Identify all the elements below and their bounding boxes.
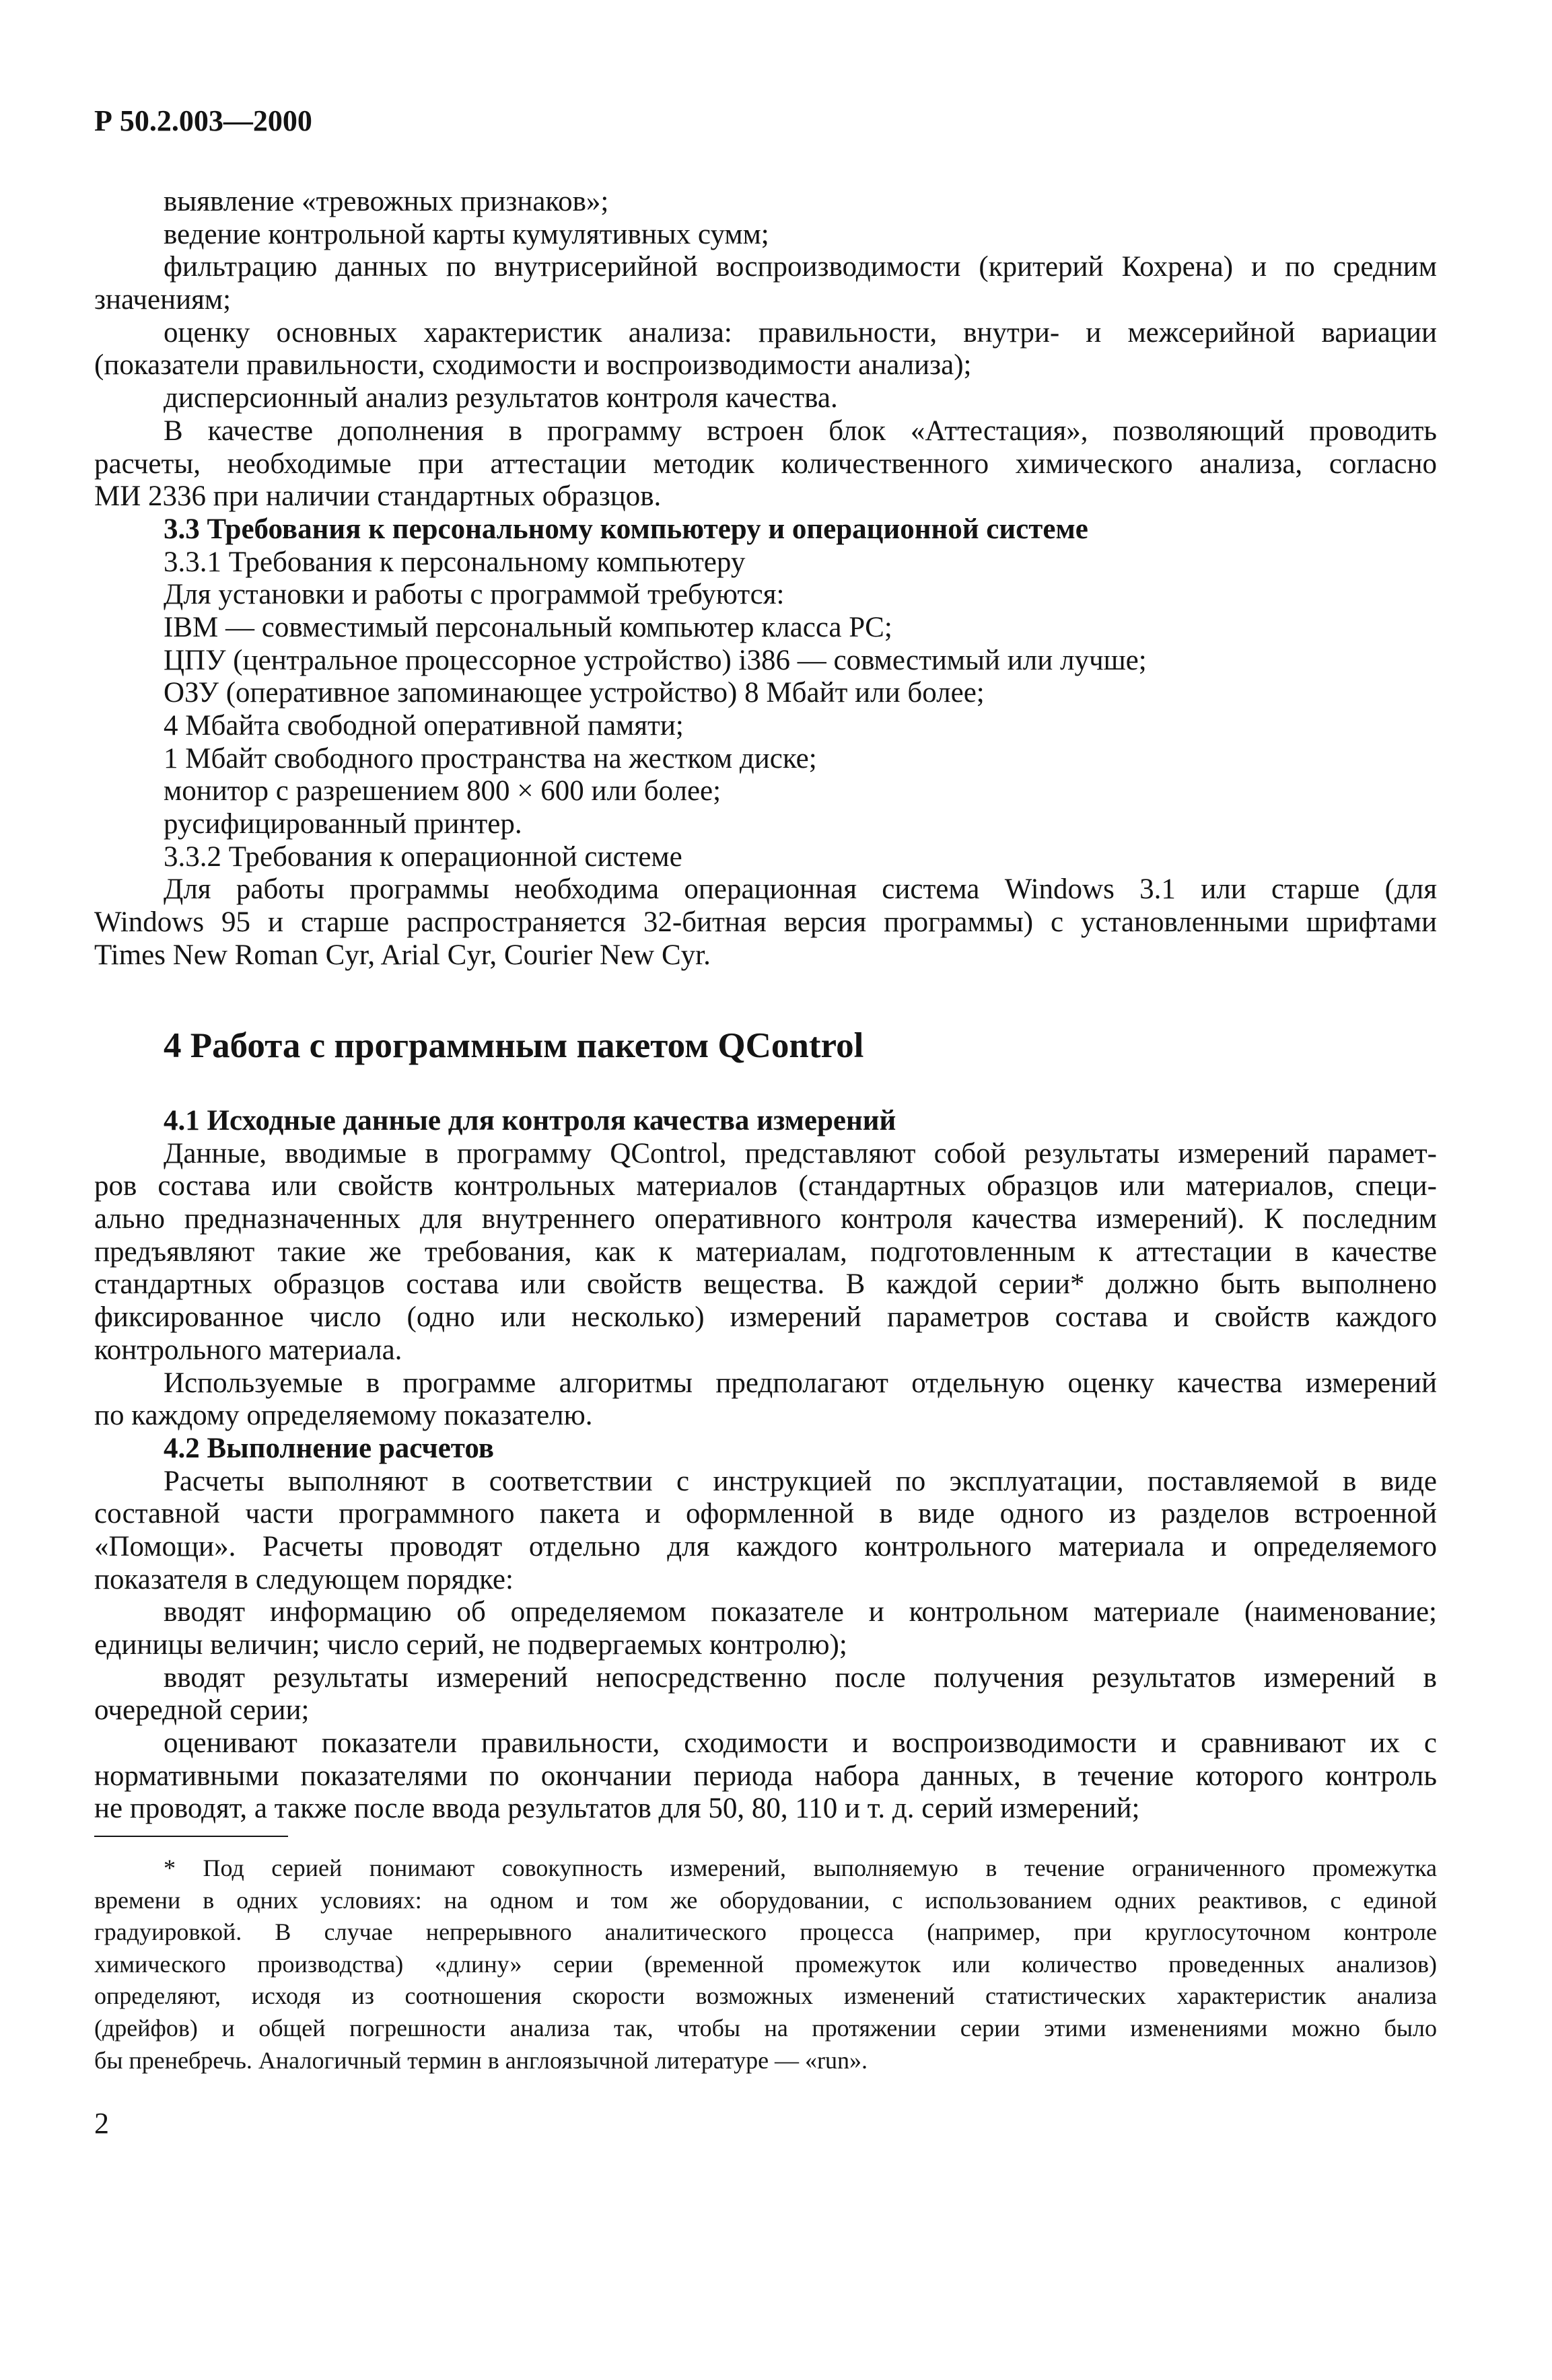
list-item-line: очередной серии;: [94, 1694, 310, 1727]
body-line: Расчеты выполняют в соответствии с инструкцией по эксплуатации, поставляемой в виде: [164, 1465, 1437, 1497]
body-line: МИ 2336 при наличии стандартных образцов.: [94, 480, 662, 513]
footnote: [94, 1852, 1437, 2077]
list-item-line: значениям;: [94, 284, 232, 316]
footnote-line: времени в одних условиях: на одном и том же оборудовании, с использованием одних реактивов, с единой: [94, 1886, 1437, 1914]
requirement-item: монитор с разрешением 800 × 600 или более;: [164, 775, 721, 807]
list-item-line: единицы величин; число серий, не подвергаемых контролю);: [94, 1629, 847, 1661]
clause-heading-3-3-2: 3.3.2 Требования к операционной системе: [164, 840, 682, 873]
body-line: предъявляют такие же требования, как к материалам, подготовленным к аттестации в качестве: [94, 1235, 1437, 1268]
subsection-heading: [94, 513, 1437, 546]
paragraph: [94, 317, 1437, 382]
requirement-item: ОЗУ (оперативное запоминающее устройство) 8 Мбайт или более;: [164, 677, 985, 709]
body-line: Данные, вводимые в программу QControl, представляют собой результаты измерений парамет-: [164, 1137, 1437, 1169]
clause-heading-3-3-1: 3.3.1 Требования к персональному компьютеру: [164, 546, 746, 578]
body-line: В качестве дополнения в программу встроен блок «Аттестация», позволяющий проводить: [164, 414, 1437, 447]
subsection-heading-4-2: 4.2 Выполнение расчетов: [164, 1432, 495, 1464]
paragraph: [94, 612, 1437, 645]
footnote-line: градуировкой. В случае непрерывного аналитического процесса (например, при круглосуточном контроле: [94, 1918, 1437, 1946]
body-line: фиксированное число (одно или несколько) измерений параметров состава и свойств каждого: [94, 1301, 1437, 1334]
section-4-body: [94, 1105, 1437, 1826]
requirement-item: ЦПУ (центральное процессорное устройство) i386 — совместимый или лучше;: [164, 644, 1147, 676]
body-line: Для работы программы необходима операционная система Windows 3.1 или старше (для: [164, 873, 1437, 906]
list-item-line: вводят результаты измерений непосредственно после получения результатов измерений в: [164, 1661, 1437, 1694]
requirement-item: 4 Мбайта свободной оперативной памяти;: [164, 710, 684, 742]
list-item-line: вводят информацию об определяемом показателе и контрольном материале (наименование;: [164, 1596, 1437, 1628]
body-line: показателя в следующем порядке:: [94, 1563, 514, 1595]
document-number: Р 50.2.003—2000: [94, 104, 312, 137]
paragraph: [94, 546, 1437, 579]
page-number: 2: [94, 2107, 109, 2140]
paragraph: [94, 382, 1437, 415]
paragraph: [94, 415, 1437, 513]
requirement-item: IBM — совместимый персональный компьютер класса PC;: [164, 611, 892, 643]
paragraph: [94, 1596, 1437, 1661]
body-line: ров состава или свойств контрольных материалов (стандартных образцов или материалов, специ-: [94, 1170, 1437, 1202]
list-item-line: нормативными показателями по окончании периода набора данных, в течение которого контроль: [94, 1760, 1437, 1792]
subsection-heading: [94, 1105, 1437, 1138]
paragraph: [94, 1466, 1437, 1597]
list-item-line: выявление «тревожных признаков»;: [164, 186, 609, 217]
footnote-line: * Под серией понимают совокупность измерений, выполняемую в течение ограниченного промежутка: [164, 1854, 1437, 1881]
paragraph: [94, 710, 1437, 743]
body-line: расчеты, необходимые при аттестации методик количественного химического анализа, согласно: [94, 447, 1437, 480]
body-line: Используемые в программе алгоритмы предполагают отдельную оценку качества измерений: [164, 1367, 1437, 1399]
section-3-continuation: [94, 186, 1437, 972]
requirement-item: 1 Мбайт свободного пространства на жестком диске;: [164, 742, 817, 774]
paragraph: [94, 841, 1437, 874]
paragraph: [94, 1138, 1437, 1367]
paragraph: [94, 1367, 1437, 1433]
paragraph: [94, 1662, 1437, 1727]
body-line: контрольного материала.: [94, 1334, 402, 1366]
body-line: Windows 95 и старше распространяется 32-битная версия программы) с установленными шрифтами: [94, 906, 1437, 939]
footnote-line: определяют, исходя из соотношения скорости возможных изменений статистических характеристик анализа: [94, 1982, 1437, 2010]
paragraph: [94, 186, 1437, 219]
section-title: 4 Работа с программным пакетом QControl: [164, 1026, 864, 1065]
list-item-line: фильтрацию данных по внутрисерийной воспроизводимости (критерий Кохрена) и по средним: [164, 251, 1437, 283]
list-item-line: (показатели правильности, сходимости и воспроизводимости анализа);: [94, 349, 972, 382]
body-line: Для установки и работы с программой требуются:: [164, 579, 785, 611]
subsection-heading-4-1: 4.1 Исходные данные для контроля качества измерений: [164, 1105, 896, 1137]
paragraph: [94, 677, 1437, 710]
paragraph: [94, 219, 1437, 252]
paragraph: [94, 873, 1437, 972]
subsection-heading-3-3: 3.3 Требования к персональному компьютеру и операционной системе: [164, 513, 1088, 545]
footnote-line: химического производства) «длину» серии (временной промежуток или количество проведенных анализов): [94, 1950, 1437, 1978]
paragraph: [94, 645, 1437, 678]
paragraph: [94, 775, 1437, 808]
body-line: по каждому определяемому показателю.: [94, 1400, 593, 1432]
paragraph: [94, 808, 1437, 841]
paragraph: [94, 743, 1437, 776]
requirement-item: русифицированный принтер.: [164, 808, 522, 840]
footnote-line: бы пренебречь. Аналогичный термин в англоязычной литературе — «run».: [94, 2046, 868, 2074]
footnote-line: (дрейфов) и общей погрешности анализа так, чтобы на протяжении серии этими изменениями можно было: [94, 2014, 1437, 2042]
body-line: составной части программного пакета и оформленной в виде одного из разделов встроенной: [94, 1498, 1437, 1530]
paragraph: [94, 579, 1437, 612]
footnote-separator: [94, 1836, 288, 1837]
list-item-line: оценивают показатели правильности, сходимости и воспроизводимости и сравнивают их с: [164, 1727, 1437, 1760]
list-item-line: не проводят, а также после ввода результатов для 50, 80, 110 и т. д. серий измерений;: [94, 1793, 1140, 1825]
list-item-line: оценку основных характеристик анализа: правильности, внутри- и межсерийной вариации: [164, 316, 1437, 349]
body-line: «Помощи». Расчеты проводят отдельно для каждого контрольного материала и определяемого: [94, 1530, 1437, 1562]
paragraph: [94, 1727, 1437, 1826]
list-item-line: дисперсионный анализ результатов контроля качества.: [164, 382, 838, 414]
body-line: стандартных образцов состава или свойств вещества. В каждой серии* должно быть выполнено: [94, 1268, 1437, 1301]
body-line: Times New Roman Cyr, Arial Cyr, Courier New Cyr.: [94, 939, 711, 971]
paragraph: [94, 251, 1437, 316]
body-line: ально предназначенных для внутреннего оперативного контроля качества измерений). К последним: [94, 1203, 1437, 1235]
list-item-line: ведение контрольной карты кумулятивных сумм;: [164, 218, 769, 250]
subsection-heading: [94, 1433, 1437, 1466]
